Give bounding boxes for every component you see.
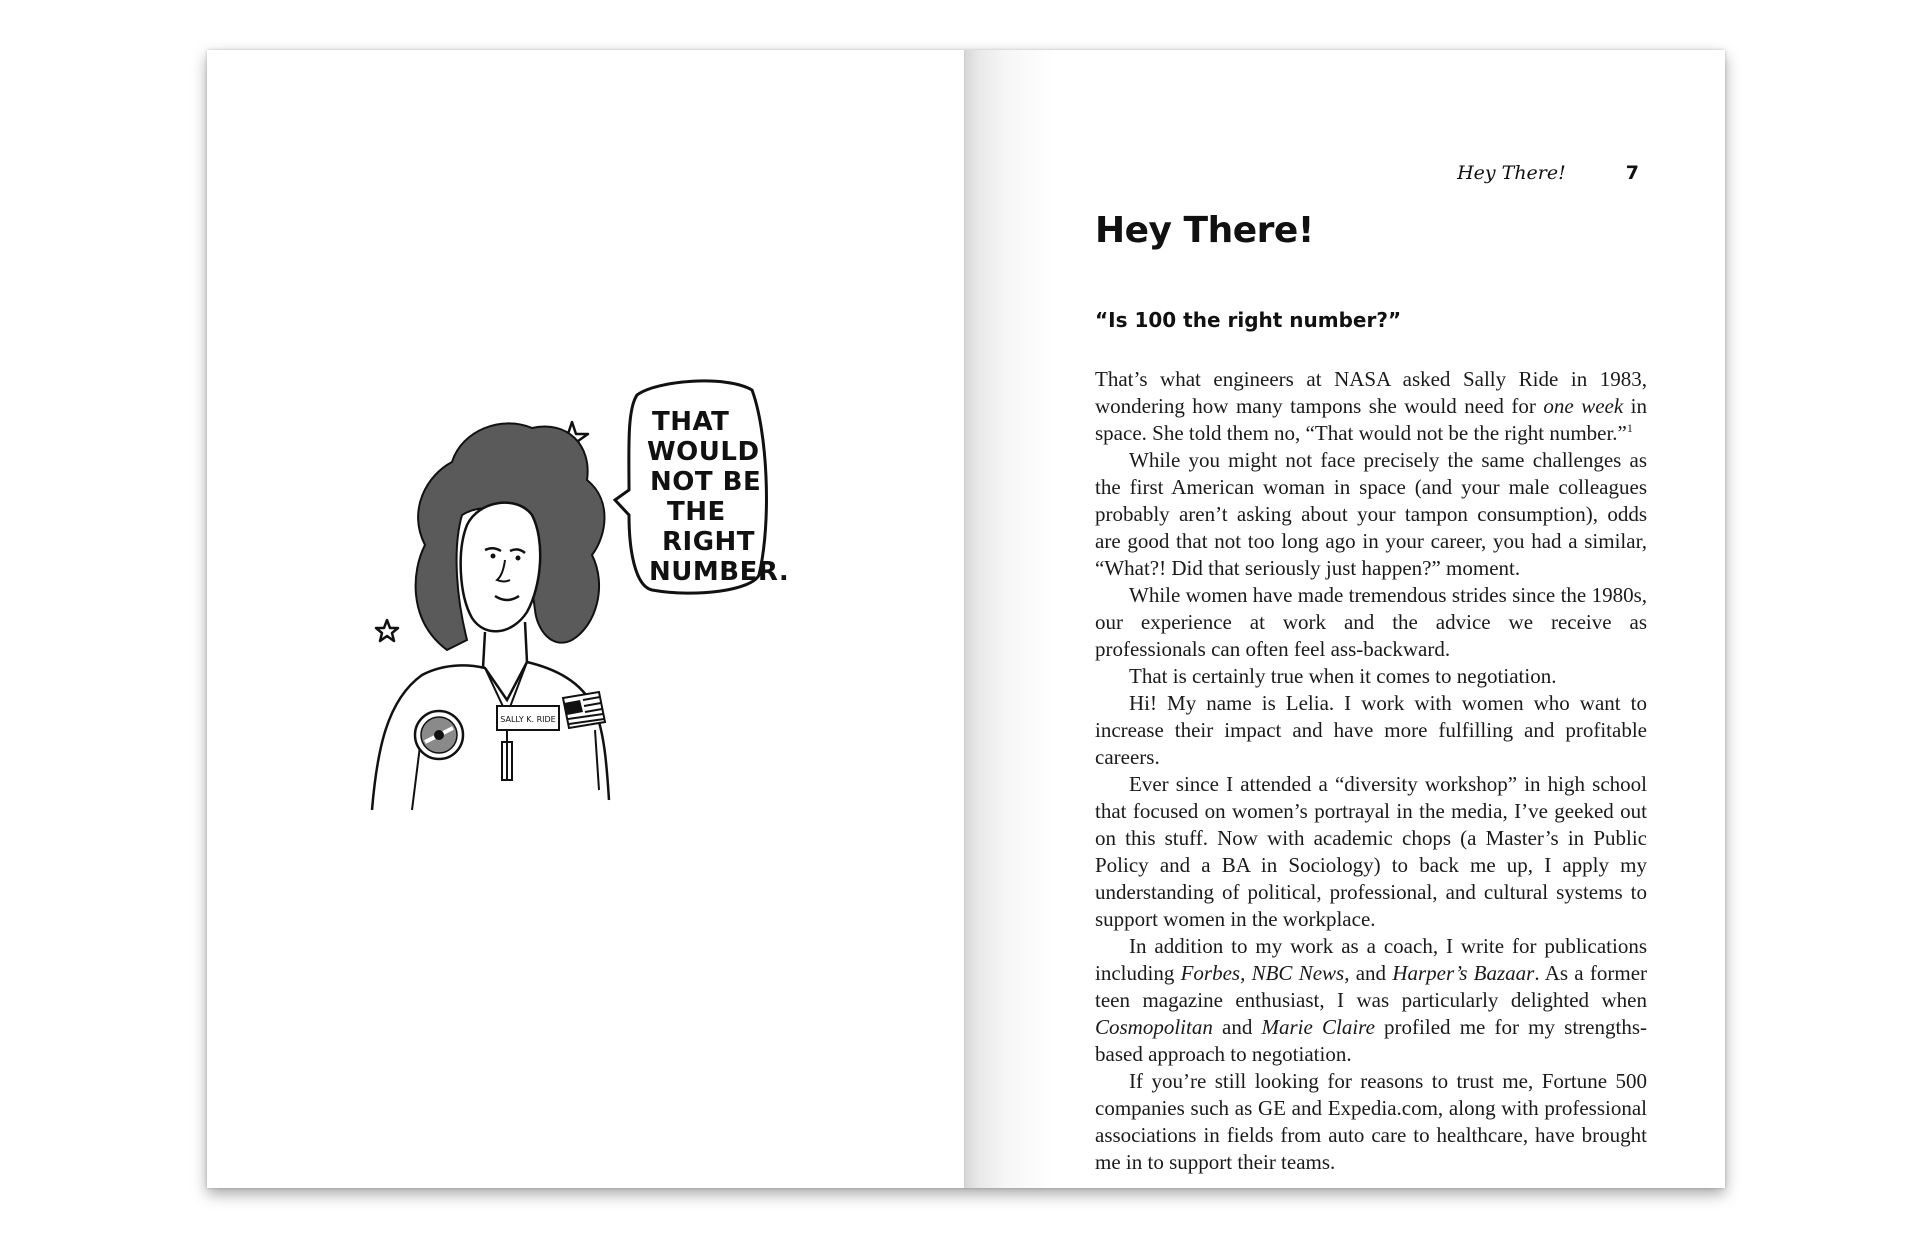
illustration-drawing [367,350,827,820]
paragraph: While women have made tremendous strides since the 1980s, our experience at work and the advice we receive as professionals can often feel ass-backward. [1095,583,1647,661]
left-page [207,50,965,1188]
footnote-marker: 1 [1626,421,1633,435]
name-tag-text: SALLY K. RIDE [500,715,556,724]
bubble-line: WOULD [647,437,760,467]
paragraph: Hi! My name is Lelia. I work with women who want to increase their impact and have more fulfilling and profitable careers. [1095,691,1647,769]
us-flag-patch-icon [563,692,605,728]
sally-ride-illustration [367,350,827,820]
running-head [1457,162,1639,188]
name-tag [497,706,559,730]
body-text [1095,366,1647,1176]
mission-patch-icon [415,711,463,759]
paragraph: If you’re still looking for reasons to trust me, Fortune 500 companies such as GE and Expedia.com, along with professional associations in fields from auto care to healthcare, have brought me in to support their teams. [1095,1069,1647,1174]
right-page [965,50,1725,1188]
flight-suit [372,662,609,810]
paragraph: That’s what engineers at NASA asked Sally Ride in 1983, wondering how many tampons she would need for one week in space. She told them no, “That would not be the right number.”$^1$ [1095,367,1648,445]
paragraph: Ever since I attended a “diversity workshop” in high school that focused on women’s portrayal in the media, I’ve geeked out on this stuff. Now with academic chops (a Master’s in Public Policy and a BA in Sociology) to back me up, I apply my understanding of political, professional, and cultural systems to support women in the workplace. [1095,772,1647,931]
chapter-title: Hey There! [1095,210,1314,251]
face-shape [461,503,541,632]
paragraph: That is certainly true when it comes to negotiation. [1129,664,1557,688]
paragraph: In addition to my work as a coach, I write for publications including Forbes, NBC News, and Harper’s Bazaar. As a former teen magazine enthusiast, I was particularly delighted when Cosmopolitan and Marie Claire profiled me for my strengths-based approach to negotiation. [1095,934,1648,1066]
star-icon [376,620,398,641]
bubble-line: RIGHT [662,527,756,557]
paragraph: While you might not face precisely the same challenges as the first American woman in space (and your male colleagues probably aren’t asking about your tampon consumption), odds are good that not too long ago in your career, you had a similar, “What?! Did that seriously just happen?” moment. [1095,448,1647,580]
section-subheading: “Is 100 the right number?” [1095,308,1402,332]
running-title: Hey There! [1457,162,1566,184]
bubble-line: NOT BE [650,467,762,497]
bubble-line: NUMBER. [649,557,790,587]
open-book [207,50,1725,1188]
bubble-line: THAT [652,407,730,437]
page-number: 7 [1625,162,1639,184]
bubble-line: THE [667,497,726,527]
